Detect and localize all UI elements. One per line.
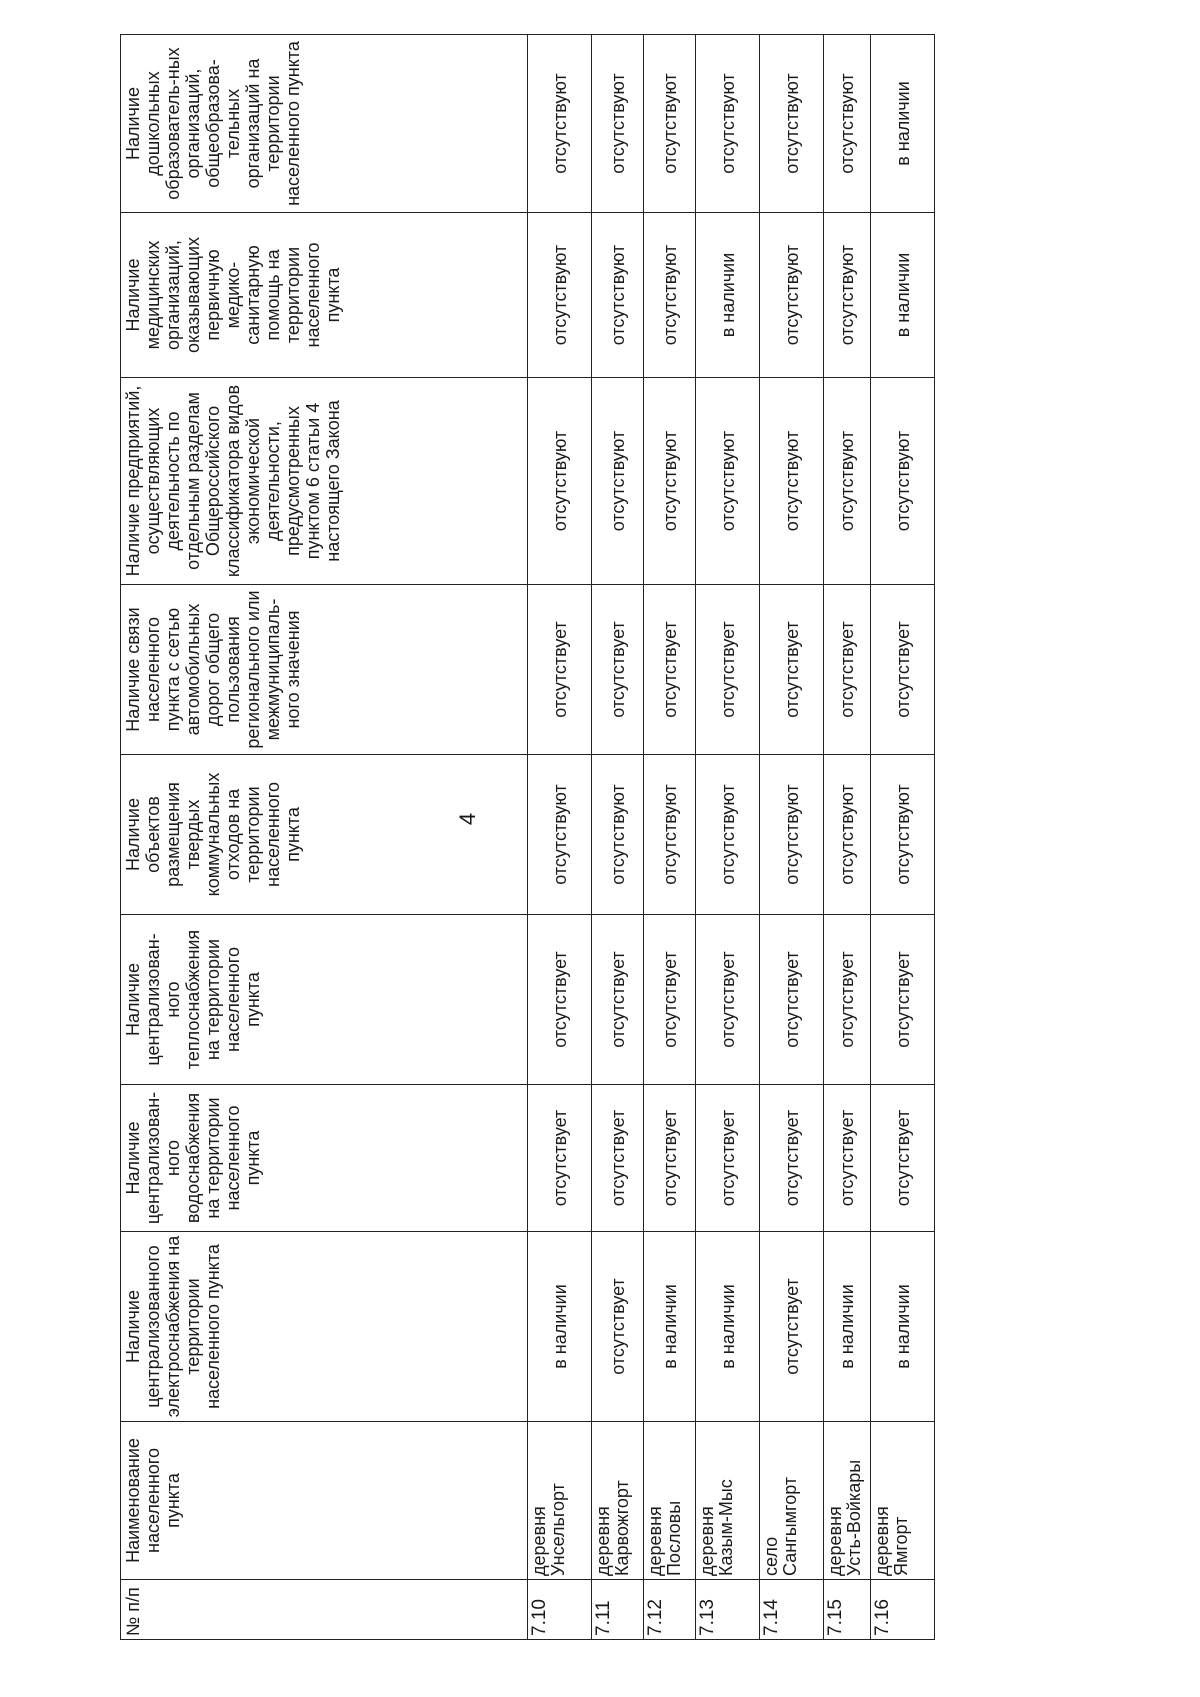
cell-electricity: отсутствует <box>760 1232 824 1422</box>
header-name: Наименование населенного пункта <box>121 1422 528 1580</box>
cell-water: отсутствует <box>871 1085 935 1232</box>
cell-enterprises: отсутствуют <box>528 378 592 585</box>
cell-waste: отсутствуют <box>824 755 871 915</box>
cell-heat: отсутствует <box>644 915 696 1085</box>
cell-education: отсутствуют <box>592 35 644 213</box>
cell-roads: отсутствует <box>644 585 696 755</box>
cell-heat: отсутствует <box>592 915 644 1085</box>
row-num: 7.11 <box>592 1580 644 1640</box>
cell-education: отсутствуют <box>528 35 592 213</box>
settlement-title: Карвожгорт <box>612 1480 632 1576</box>
settlement-name <box>696 1422 760 1580</box>
cell-roads: отсутствует <box>871 585 935 755</box>
header-num: № п/п <box>121 1580 528 1640</box>
cell-enterprises: отсутствуют <box>696 378 760 585</box>
cell-heat: отсутствует <box>824 915 871 1085</box>
cell-electricity: в наличии <box>696 1232 760 1422</box>
table-row <box>871 35 935 1640</box>
cell-waste: отсутствуют <box>592 755 644 915</box>
settlement-name <box>824 1422 871 1580</box>
settlement-type: деревня <box>529 1506 549 1576</box>
table-row <box>696 35 760 1640</box>
settlement-name <box>592 1422 644 1580</box>
cell-waste: отсутствуют <box>528 755 592 915</box>
row-num: 7.14 <box>760 1580 824 1640</box>
table-header-row <box>121 35 528 1640</box>
cell-enterprises: отсутствуют <box>644 378 696 585</box>
cell-education: отсутствуют <box>824 35 871 213</box>
header-water: Наличие централизован-ного водоснабжения на территории населенного пункта <box>121 1085 528 1232</box>
cell-medical: отсутствуют <box>760 213 824 378</box>
cell-education: в наличии <box>871 35 935 213</box>
cell-enterprises: отсутствуют <box>871 378 935 585</box>
cell-electricity: в наличии <box>871 1232 935 1422</box>
table-row <box>760 35 824 1640</box>
cell-education: отсутствуют <box>760 35 824 213</box>
page-number: 4 <box>455 812 481 826</box>
cell-electricity: в наличии <box>824 1232 871 1422</box>
settlement-type: село <box>761 1536 781 1576</box>
cell-heat: отсутствует <box>528 915 592 1085</box>
header-waste: Наличие объектов размещения твердых коммунальных отходов на территории населенного пункта <box>121 755 528 915</box>
cell-water: отсутствует <box>760 1085 824 1232</box>
cell-waste: отсутствуют <box>644 755 696 915</box>
cell-electricity: в наличии <box>528 1232 592 1422</box>
cell-medical: отсутствуют <box>824 213 871 378</box>
cell-water: отсутствует <box>528 1085 592 1232</box>
rotated-table-container <box>120 35 913 1640</box>
cell-roads: отсутствует <box>696 585 760 755</box>
settlement-title: Казым-Мыс <box>716 1479 736 1576</box>
cell-education: отсутствуют <box>696 35 760 213</box>
cell-waste: отсутствуют <box>696 755 760 915</box>
settlement-title: Пословы <box>664 1500 684 1576</box>
settlement-title: Усть-Войкары <box>844 1459 864 1576</box>
cell-heat: отсутствует <box>871 915 935 1085</box>
row-num: 7.12 <box>644 1580 696 1640</box>
cell-electricity: отсутствует <box>592 1232 644 1422</box>
settlement-name <box>644 1422 696 1580</box>
table-row <box>528 35 592 1640</box>
cell-water: отсутствует <box>592 1085 644 1232</box>
settlement-type: деревня <box>872 1506 892 1576</box>
settlement-type: деревня <box>697 1506 717 1576</box>
table-row <box>644 35 696 1640</box>
cell-medical: в наличии <box>696 213 760 378</box>
cell-electricity: в наличии <box>644 1232 696 1422</box>
cell-enterprises: отсутствуют <box>760 378 824 585</box>
header-medical: Наличие медицинских организаций, оказывающих первичную медико-санитарную помощь на территории населенного пункта <box>121 213 528 378</box>
settlement-type: деревня <box>825 1506 845 1576</box>
row-num: 7.13 <box>696 1580 760 1640</box>
settlement-title: Унсельгорт <box>548 1483 568 1576</box>
settlement-name <box>528 1422 592 1580</box>
cell-enterprises: отсутствуют <box>824 378 871 585</box>
cell-medical: отсутствуют <box>528 213 592 378</box>
cell-medical: отсутствуют <box>644 213 696 378</box>
cell-medical: в наличии <box>871 213 935 378</box>
cell-water: отсутствует <box>824 1085 871 1232</box>
row-num: 7.10 <box>528 1580 592 1640</box>
settlement-type: деревня <box>593 1506 613 1576</box>
header-enterprises: Наличие предприятий, осуществляющих деятельность по отдельным разделам Общероссийского классификатора видов экономической деятельности, предусмотренных пунктом 6 статьи 4 настоящего Закона <box>121 378 528 585</box>
settlement-type: деревня <box>645 1506 665 1576</box>
cell-heat: отсутствует <box>696 915 760 1085</box>
cell-waste: отсутствуют <box>760 755 824 915</box>
header-education: Наличие дошкольных образователь-ных организаций, общеобразова-тельных организаций на территории населенного пункта <box>121 35 528 213</box>
cell-medical: отсутствуют <box>592 213 644 378</box>
settlement-name <box>871 1422 935 1580</box>
cell-education: отсутствуют <box>644 35 696 213</box>
cell-roads: отсутствует <box>592 585 644 755</box>
table-row <box>592 35 644 1640</box>
cell-waste: отсутствуют <box>871 755 935 915</box>
header-heat: Наличие централизован-ного теплоснабжения на территории населенного пункта <box>121 915 528 1085</box>
settlement-name <box>760 1422 824 1580</box>
cell-water: отсутствует <box>644 1085 696 1232</box>
cell-water: отсутствует <box>696 1085 760 1232</box>
header-roads: Наличие связи населенного пункта с сетью автомобильных дорог общего пользования регионального или межмуниципаль-ного значения <box>121 585 528 755</box>
cell-roads: отсутствует <box>824 585 871 755</box>
cell-heat: отсутствует <box>760 915 824 1085</box>
cell-roads: отсутствует <box>528 585 592 755</box>
settlement-title: Сангымгорт <box>780 1476 800 1576</box>
table-row <box>824 35 871 1640</box>
row-num: 7.16 <box>871 1580 935 1640</box>
settlements-table <box>120 34 935 1640</box>
cell-enterprises: отсутствуют <box>592 378 644 585</box>
header-electricity: Наличие централизованного электроснабжения на территории населенного пункта <box>121 1232 528 1422</box>
cell-roads: отсутствует <box>760 585 824 755</box>
row-num: 7.15 <box>824 1580 871 1640</box>
settlement-title: Ямгорт <box>891 1516 911 1576</box>
